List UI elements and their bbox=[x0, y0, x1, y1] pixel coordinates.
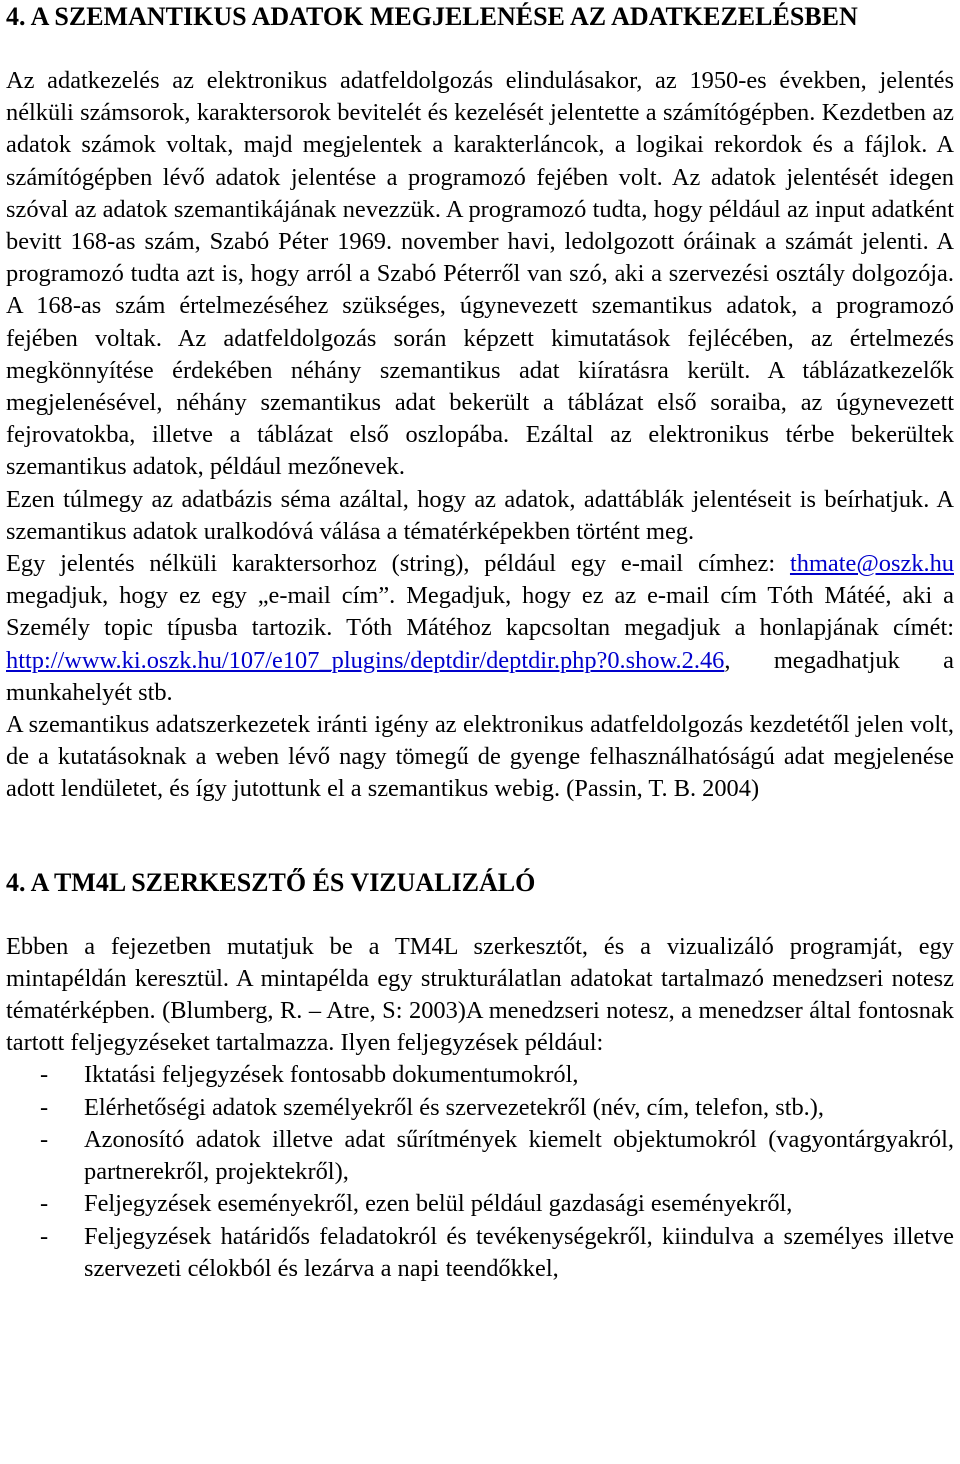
list-item-text: Elérhetőségi adatok személyekről és szervezetekről (név, cím, telefon, stb.), bbox=[84, 1093, 824, 1121]
dash-bullet: - bbox=[40, 1125, 49, 1153]
section-2-body bbox=[6, 931, 954, 1285]
list-item bbox=[6, 1124, 954, 1188]
homepage-url-link[interactable]: http://www.ki.oszk.hu/107/e107_plugins/deptdir/deptdir.php?0.show.2.46 bbox=[6, 646, 725, 674]
list-item bbox=[6, 1188, 954, 1220]
paragraph-3-text-a: Egy jelentés nélküli karaktersorhoz (string), például egy e-mail címhez: bbox=[6, 550, 790, 578]
email-link[interactable]: thmate@oszk.hu bbox=[789, 550, 954, 578]
section-1-paragraph-1: Az adatkezelés az elektronikus adatfeldolgozás elindulásakor, az 1950-es években, jelentés nélküli számsorok, karaktersorok bevitelét és kezelését jelentette a számítógépben. Kezdetben az adatok számok voltak, majd megjelentek a karakterláncok, a logikai rekordok és a fájlok. A számítógépben lévő adatok jelentése a programozó fejében volt. Az adatok jelentését idegen szóval az adatok szemantikájának nevezzük. A programozó tudta, hogy például az input adatként bevitt 168-as szám, Szabó Péter 1969. november havi, ledolgozott óráinak a számát jelenti. A programozó tudta azt is, hogy arról a Szabó Péterről van szó, aki a szervezési osztály dolgozója. A 168-as szám értelmezéséhez szükséges, úgynevezett szemantikus adatok, a programozó fejében voltak. Az adatfeldolgozás során képzett kimutatások fejlécében, az értelmezés megkönnyítése érdekében néhány szemantikus adat kiíratásra került. A táblázatkezelők megjelenésével, néhány szemantikus adat bekerült a táblázat első soraiba, az úgynevezett fejrovatokba, illetve a táblázat első oszlopába. Ezáltal az elektronikus térbe bekerültek szemantikus adatok, például mezőnevek. bbox=[6, 67, 954, 481]
document-page bbox=[6, 0, 954, 1285]
list-item bbox=[6, 1059, 954, 1091]
section-1-paragraph-2: Ezen túlmegy az adatbázis séma azáltal, hogy az adatok, adattáblák jelentéseit is beírhatjuk. A szemantikus adatok uralkodóvá válása a tématérképekben történt meg. bbox=[6, 485, 954, 545]
list-item bbox=[6, 1092, 954, 1124]
paragraph-3-text-b: megadjuk, hogy ez egy „e-mail cím”. Megadjuk, hogy ez az e-mail cím Tóth Mátéé, aki a Személy topic típusba tartozik. Tóth Mátéhoz kapcsoltan megadjuk a honlapjának címét: bbox=[6, 582, 954, 642]
section-gap bbox=[6, 806, 954, 867]
list-item-text: Azonosító adatok illetve adat sűrítmények kiemelt objektumokról (vagyontárgyakról, partnerekről, projektekről), bbox=[84, 1125, 954, 1186]
section-1-paragraph-4: A szemantikus adatszerkezetek iránti igény az elektronikus adatfeldolgozás kezdetétől jelen volt, de a kutatásoknak a weben lévő nagy tömegű de gyenge felhasználhatóságú adat megjelenése adott lendületet, és így jutottunk el a szemantikus webig. (Passin, T. B. 2004) bbox=[6, 711, 954, 803]
list-item-text: Feljegyzések határidős feladatokról és tevékenységekről, kiindulva a személyes illetve szervezeti célokból és lezárva a napi teendőkkel, bbox=[84, 1222, 954, 1282]
section-1-body bbox=[6, 65, 954, 806]
list-item-text: Iktatási feljegyzések fontosabb dokumentumokról, bbox=[84, 1061, 579, 1089]
dash-bullet: - bbox=[40, 1222, 49, 1250]
section-1-heading: 4. A SZEMANTIKUS ADATOK MEGJELENÉSE AZ ADATKEZELÉSBEN bbox=[6, 2, 858, 31]
section-1-paragraph-3 bbox=[6, 548, 954, 709]
dash-bullet: - bbox=[40, 1061, 49, 1089]
section-2-heading: 4. A TM4L SZERKESZTŐ ÉS VIZUALIZÁLÓ bbox=[6, 867, 536, 897]
paragraph-3-text-c: , megadhatjuk a munkahelyét stb. bbox=[6, 646, 954, 706]
section-2-paragraph-1: Ebben a fejezetben mutatjuk be a TM4L szerkesztőt, és a vizualizáló programját, egy mintapéldán keresztül. A mintapélda egy strukturálatlan adatokat tartalmazó menedzseri notesz tématérképben. (Blumberg, R. – Atre, S: 2003)A menedzseri notesz, a menedzser által fontosnak tartott feljegyzéseket tartalmazza. Ilyen feljegyzések például: bbox=[6, 932, 954, 1057]
list-item bbox=[6, 1221, 954, 1285]
note-types-list bbox=[6, 1059, 954, 1284]
dash-bullet: - bbox=[40, 1093, 49, 1121]
dash-bullet: - bbox=[40, 1190, 49, 1218]
list-item-text: Feljegyzések eseményekről, ezen belül például gazdasági eseményekről, bbox=[84, 1190, 793, 1218]
